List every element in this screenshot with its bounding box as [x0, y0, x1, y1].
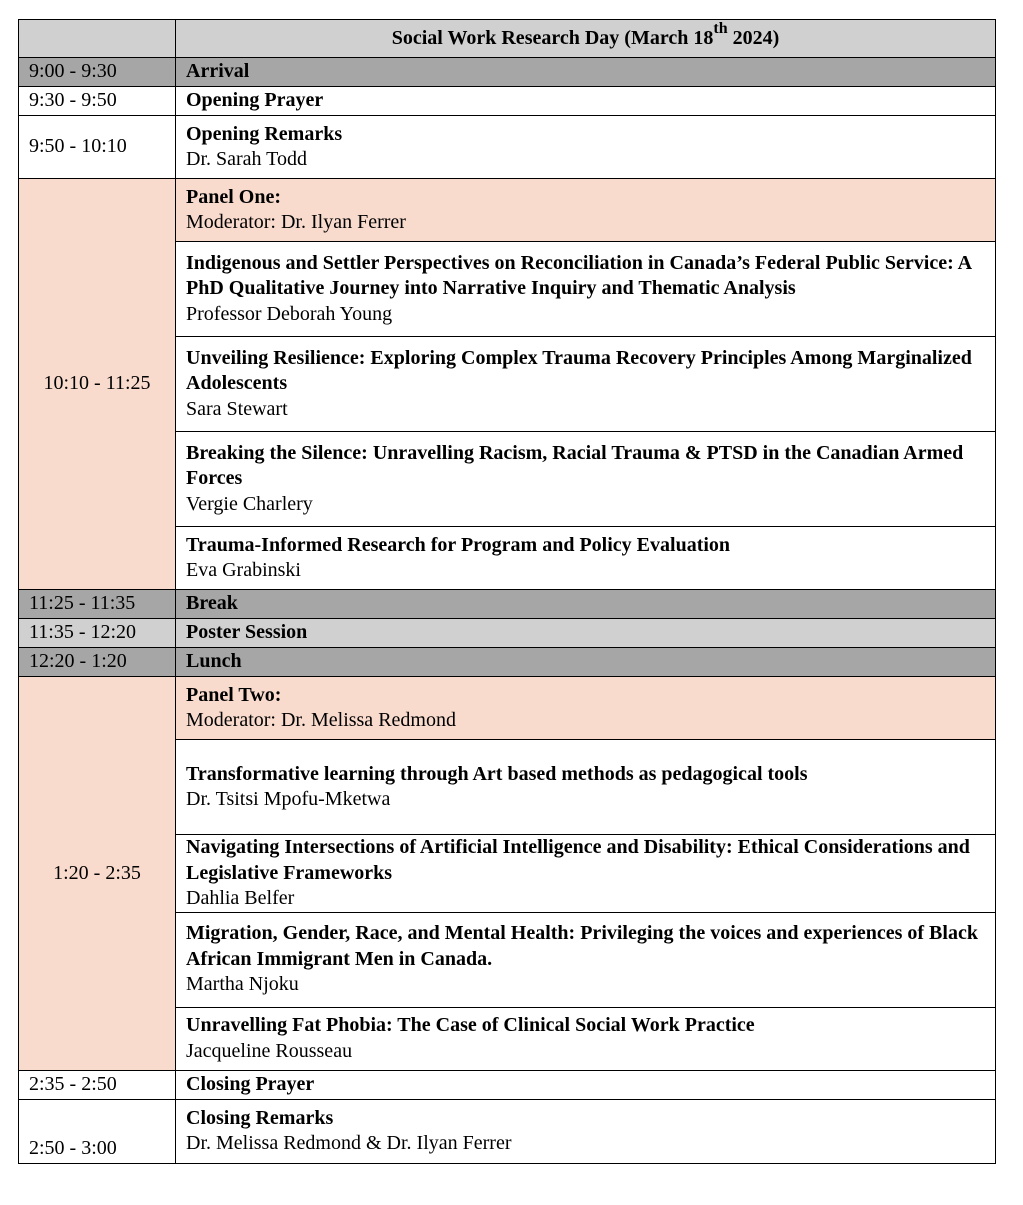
time-cell: 2:50 - 3:00	[19, 1099, 176, 1163]
talk-cell	[176, 242, 996, 337]
time-cell: 11:25 - 11:35	[19, 590, 176, 619]
speaker-name: Dr. Sarah Todd	[186, 148, 307, 170]
speaker-name: Sara Stewart	[186, 397, 288, 420]
talk-title: Migration, Gender, Race, and Mental Health: Privileging the voices and experiences of Black African Immigrant Men in Canada.	[186, 922, 978, 970]
session-cell	[176, 116, 996, 179]
session-title: Closing Prayer	[186, 1072, 315, 1095]
session-cell	[176, 58, 996, 87]
session-cell	[176, 87, 996, 116]
time-cell: 12:20 - 1:20	[19, 648, 176, 677]
talk-cell	[176, 337, 996, 432]
talk-cell	[176, 912, 996, 1007]
talk-title: Transformative learning through Art based methods as pedagogical tools	[186, 762, 808, 785]
lunch-row	[19, 648, 996, 677]
talk-cell	[176, 835, 996, 913]
speaker-name: Martha Njoku	[186, 973, 299, 996]
session-title: Opening Prayer	[186, 89, 324, 112]
time-cell: 10:10 - 11:25	[19, 179, 176, 590]
speaker-name: Professor Deborah Young	[186, 302, 393, 325]
talk-title: Trauma-Informed Research for Program and Policy Evaluation	[186, 533, 731, 556]
panel-header-cell	[176, 677, 996, 740]
speaker-name: Jacqueline Rousseau	[186, 1039, 353, 1062]
panel-title: Panel One:	[186, 185, 281, 208]
speaker-name: Eva Grabinski	[186, 559, 301, 581]
session-cell	[176, 590, 996, 619]
time-cell: 1:20 - 2:35	[19, 677, 176, 1071]
session-title: Closing Remarks	[186, 1106, 334, 1129]
session-cell	[176, 1099, 996, 1163]
speaker-name: Dr. Tsitsi Mpofu-Mketwa	[186, 788, 391, 810]
session-title: Arrival	[186, 60, 250, 83]
panel-two-header-row	[19, 677, 996, 740]
talk-title: Navigating Intersections of Artificial Intelligence and Disability: Ethical Considerations and Legislative Frameworks	[186, 836, 970, 884]
closing-prayer-row	[19, 1070, 996, 1099]
talk-cell	[176, 740, 996, 835]
talk-title: Breaking the Silence: Unravelling Racism, Racial Trauma & PTSD in the Canadian Armed Forces	[186, 441, 964, 490]
poster-session-row	[19, 619, 996, 648]
panel-title: Panel Two:	[186, 683, 282, 706]
opening-prayer-row	[19, 87, 996, 116]
time-cell: 9:50 - 10:10	[19, 116, 176, 179]
session-title: Opening Remarks	[186, 122, 343, 145]
moderator-name: Moderator: Dr. Ilyan Ferrer	[186, 211, 406, 233]
talk-title: Indigenous and Settler Perspectives on Reconciliation in Canada’s Federal Public Service: A PhD Qualitative Journey into Narrative Inquiry and Thematic Analysis	[186, 251, 971, 300]
session-title: Break	[186, 592, 238, 615]
speaker-name: Dr. Melissa Redmond & Dr. Ilyan Ferrer	[186, 1132, 512, 1154]
opening-remarks-row	[19, 116, 996, 179]
title-row	[19, 20, 996, 58]
session-cell	[176, 619, 996, 648]
schedule-table	[18, 19, 996, 1164]
talk-cell	[176, 527, 996, 590]
moderator-name: Moderator: Dr. Melissa Redmond	[186, 709, 456, 731]
schedule-title: Social Work Research Day (March 18th 2024)	[176, 20, 996, 58]
time-cell: 2:35 - 2:50	[19, 1070, 176, 1099]
talk-title: Unravelling Fat Phobia: The Case of Clinical Social Work Practice	[186, 1014, 755, 1036]
talk-cell	[176, 1007, 996, 1070]
speaker-name: Dahlia Belfer	[186, 887, 295, 909]
panel-one-header-row	[19, 179, 996, 242]
arrival-row	[19, 58, 996, 87]
session-title: Lunch	[186, 650, 242, 673]
time-cell: 11:35 - 12:20	[19, 619, 176, 648]
speaker-name: Vergie Charlery	[186, 492, 313, 515]
session-cell	[176, 648, 996, 677]
break-row	[19, 590, 996, 619]
talk-title: Unveiling Resilience: Exploring Complex Trauma Recovery Principles Among Marginalized Adolescents	[186, 346, 972, 395]
time-cell: 9:30 - 9:50	[19, 87, 176, 116]
talk-cell	[176, 432, 996, 527]
title-blank-cell	[19, 20, 176, 58]
closing-remarks-row	[19, 1099, 996, 1163]
panel-header-cell	[176, 179, 996, 242]
time-cell: 9:00 - 9:30	[19, 58, 176, 87]
session-cell	[176, 1070, 996, 1099]
session-title: Poster Session	[186, 621, 308, 644]
